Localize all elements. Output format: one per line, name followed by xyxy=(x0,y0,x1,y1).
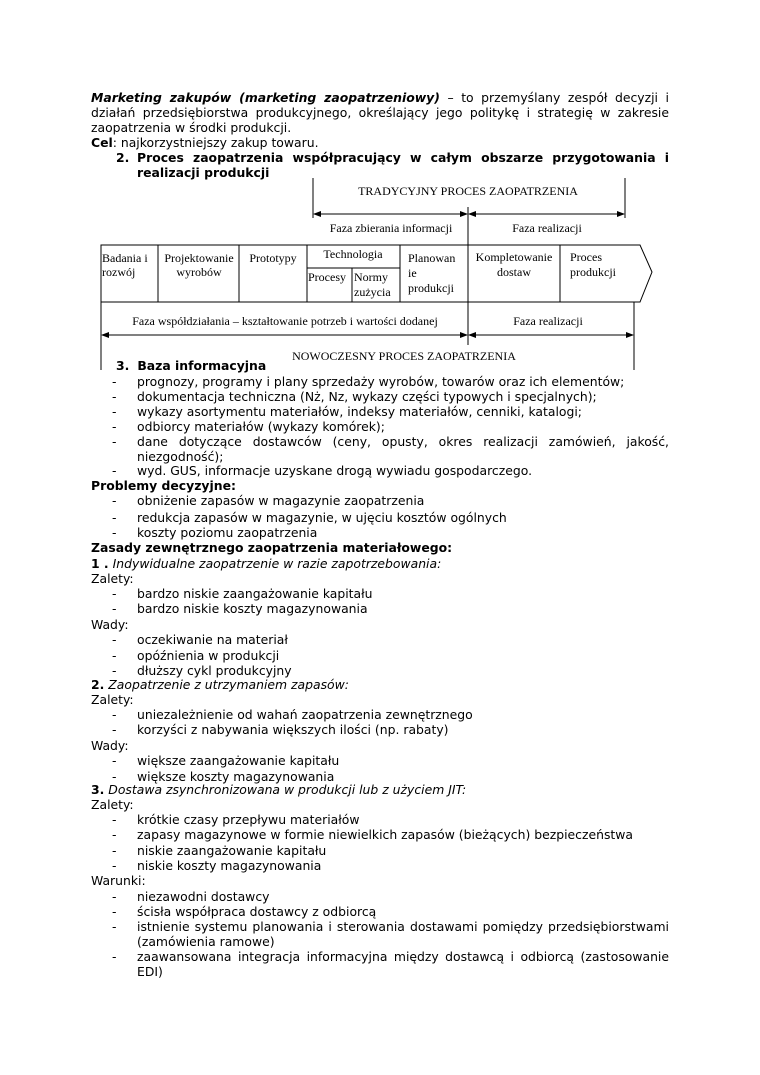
cons-heading xyxy=(91,617,669,632)
box-design-1: Projektowanie xyxy=(164,251,234,265)
list-item xyxy=(112,493,669,508)
box-research-2: rozwój xyxy=(102,265,136,279)
bullet-dash: - xyxy=(112,374,117,389)
rules-heading xyxy=(91,540,669,555)
intro-definition: – to przemyślany zespół decyzji i działań przedsiębiorstwa produkcyjnego, określający jego politykę i strategię w zakresie zaopatrzenia w środki produkcji. xyxy=(91,90,669,135)
list-item-text: bardzo niskie koszty magazynowania xyxy=(137,601,368,617)
bullet-dash: - xyxy=(112,463,117,478)
box-planning-1: Planowan xyxy=(408,251,456,265)
rule-number: 1 . xyxy=(91,556,109,571)
bullet-dash: - xyxy=(112,586,117,601)
list-item-text: korzyści z nabywania większych ilości (np. rabaty) xyxy=(137,722,449,738)
pros-heading xyxy=(91,797,669,812)
list-item-text: prognozy, programy i plany sprzedaży wyrobów, towarów oraz ich elementów; xyxy=(137,374,625,389)
bullet-dash: - xyxy=(112,632,117,648)
list-item xyxy=(112,753,669,768)
bullet-dash: - xyxy=(112,404,117,419)
list-item xyxy=(112,843,669,858)
box-technology: Technologia xyxy=(323,247,383,261)
pros-label: Zalety: xyxy=(91,692,134,707)
box-completion-2: dostaw xyxy=(497,265,531,279)
list-item xyxy=(112,463,669,478)
box-production-2: produkcji xyxy=(570,265,616,279)
list-item xyxy=(112,601,669,616)
list-item xyxy=(112,510,669,525)
list-item xyxy=(112,663,669,678)
list-item xyxy=(112,648,669,663)
list-item-text: istnienie systemu planowania i sterowania dostawami pomiędzy przedsiębiorstwami (zamówienia ramowe) xyxy=(137,918,669,949)
bullet-dash: - xyxy=(112,434,117,449)
rule-title: Indywidualne zaopatrzenie w razie zapotrzebowania: xyxy=(112,556,442,571)
pros-heading xyxy=(91,692,669,707)
bullet-dash: - xyxy=(112,707,117,722)
bullet-dash: - xyxy=(112,888,117,904)
list-item-text: dokumentacja techniczna (Nż, Nz, wykazy części typowych i specjalnych); xyxy=(137,389,597,404)
list-item xyxy=(112,374,669,389)
list-item-text: uniezależnienie od wahań zaopatrzenia zewnętrznego xyxy=(137,707,473,722)
section-3-heading xyxy=(116,358,266,373)
list-item xyxy=(112,904,669,919)
list-item xyxy=(112,889,669,904)
list-item-text: opóźnienia w produkcji xyxy=(137,647,280,663)
conditions-label: Warunki: xyxy=(91,873,146,889)
pros-label: Zalety: xyxy=(91,797,134,812)
list-item xyxy=(112,389,669,404)
rule-title: Dostawa zsynchronizowana w produkcji lub z użyciem JIT: xyxy=(108,782,467,797)
list-item-text: redukcja zapasów w magazynie, w ujęciu kosztów ogólnych xyxy=(137,510,507,525)
list-item-text: obniżenie zapasów w magazynie zaopatrzenia xyxy=(137,493,425,508)
conditions-heading xyxy=(91,873,669,888)
bullet-dash: - xyxy=(112,419,117,434)
bullet-dash: - xyxy=(112,827,117,843)
bullet-dash: - xyxy=(112,842,117,858)
supply-process-diagram xyxy=(0,0,760,380)
rule-heading xyxy=(91,677,669,692)
bullet-dash: - xyxy=(112,812,117,827)
box-prototypes: Prototypy xyxy=(249,251,297,265)
box-norms-1: Normy xyxy=(354,270,388,284)
list-item-text: większe koszty magazynowania xyxy=(137,768,335,784)
box-design-2: wyrobów xyxy=(176,265,222,279)
box-processes: Procesy xyxy=(308,270,346,284)
bullet-dash: - xyxy=(112,948,117,964)
phase-realization-bottom-label: Faza realizacji xyxy=(513,314,583,328)
bullet-dash: - xyxy=(112,389,117,404)
cons-label: Wady: xyxy=(91,737,129,753)
list-item xyxy=(112,586,669,601)
list-item-text: wykazy asortymentu materiałów, indeksy materiałów, cenniki, katalogi; xyxy=(137,404,582,419)
list-item-text: niskie zaangażowanie kapitału xyxy=(137,842,327,858)
box-planning-2: ie xyxy=(408,266,417,280)
modern-process-title: NOWOCZESNY PROCES ZAOPATRZENIA xyxy=(292,349,516,363)
list-item xyxy=(112,827,669,842)
list-item-text: niezawodni dostawcy xyxy=(137,888,270,904)
box-research-1: Badania i xyxy=(102,251,148,265)
bullet-dash: - xyxy=(112,510,117,525)
list-item xyxy=(112,949,669,979)
pros-label: Zalety: xyxy=(91,571,134,586)
bullet-dash: - xyxy=(112,647,117,663)
list-item-text: większe zaangażowanie kapitału xyxy=(137,753,340,769)
cons-heading xyxy=(91,738,669,753)
problems-heading xyxy=(91,478,669,493)
box-production-1: Proces xyxy=(570,250,602,264)
list-item-text: wyd. GUS, informacje uzyskane drogą wywiadu gospodarczego. xyxy=(137,463,533,478)
bullet-dash: - xyxy=(112,663,117,679)
section-3-number: 3. xyxy=(116,358,130,373)
problems-title: Problemy decyzyjne: xyxy=(91,478,236,493)
list-item-text: zapasy magazynowe w formie niewielkich zapasów (bieżących) bezpieczeństwa xyxy=(137,827,633,843)
box-planning-3: produkcji xyxy=(408,281,454,295)
bullet-dash: - xyxy=(112,493,117,508)
rule-title: Zaopatrzenie z utrzymaniem zapasów: xyxy=(108,677,349,692)
list-item-text: krótkie czasy przepływu materiałów xyxy=(137,812,360,827)
list-item xyxy=(112,419,669,434)
list-item xyxy=(112,404,669,419)
list-item-text: zaawansowana integracja informacyjna między dostawcą i odbiorcą (zastosowanie EDI) xyxy=(137,948,669,979)
intro-term: Marketing zakupów (marketing zaopatrzeniowy) xyxy=(91,90,440,105)
bullet-dash: - xyxy=(112,753,117,769)
list-item xyxy=(112,525,669,540)
box-completion-1: Kompletowanie xyxy=(475,250,553,264)
list-item-text: bardzo niskie zaangażowanie kapitału xyxy=(137,586,373,601)
list-item xyxy=(112,812,669,827)
bullet-dash: - xyxy=(112,768,117,784)
pros-heading xyxy=(91,571,669,586)
bullet-dash: - xyxy=(112,857,117,873)
list-item xyxy=(112,722,669,737)
list-item-text: oczekiwanie na materiał xyxy=(137,632,288,648)
goal-label: Cel xyxy=(91,135,113,150)
section-2-number: 2. xyxy=(116,150,130,165)
list-item xyxy=(112,632,669,647)
list-item-text: ścisła współpraca dostawcy z odbiorcą xyxy=(137,903,377,919)
phase-realization-top-label: Faza realizacji xyxy=(512,221,582,235)
bullet-dash: - xyxy=(112,722,117,738)
cons-label: Wady: xyxy=(91,616,129,632)
bullet-dash: - xyxy=(112,601,117,617)
list-item-text: dłuższy cykl produkcyjny xyxy=(137,663,292,679)
section-2-title: Proces zaopatrzenia współpracujący w całym obszarze przygotowania i realizacji produkcji xyxy=(137,150,669,180)
rule-heading xyxy=(91,782,669,797)
phase-cooperation-label: Faza współdziałania – kształtowanie potrzeb i wartości dodanej xyxy=(132,314,438,328)
list-item xyxy=(112,434,669,464)
rule-number: 3. xyxy=(91,782,105,797)
list-item-text: niskie koszty magazynowania xyxy=(137,857,322,873)
list-item xyxy=(112,858,669,873)
bullet-dash: - xyxy=(112,525,117,540)
section-3-title: Baza informacyjna xyxy=(137,358,267,373)
list-item xyxy=(112,707,669,722)
list-item-text: odbiorcy materiałów (wykazy komórek); xyxy=(137,419,385,434)
list-item xyxy=(112,919,669,949)
rule-heading xyxy=(91,556,669,571)
goal-text: : najkorzystniejszy zakup towaru. xyxy=(112,135,319,150)
box-norms-2: zużycia xyxy=(354,285,391,299)
phase-info-label: Faza zbierania informacji xyxy=(329,221,453,235)
traditional-process-title: TRADYCYJNY PROCES ZAOPATRZENIA xyxy=(358,184,578,198)
rule-number: 2. xyxy=(91,677,105,692)
list-item-text: koszty poziomu zaopatrzenia xyxy=(137,525,318,540)
list-item-text: dane dotyczące dostawców (ceny, opusty, okres realizacji zamówień, jakość, niezgodność); xyxy=(137,434,669,464)
rules-title: Zasady zewnętrznego zaopatrzenia materiałowego: xyxy=(91,540,453,555)
bullet-dash: - xyxy=(112,918,117,934)
bullet-dash: - xyxy=(112,903,117,919)
